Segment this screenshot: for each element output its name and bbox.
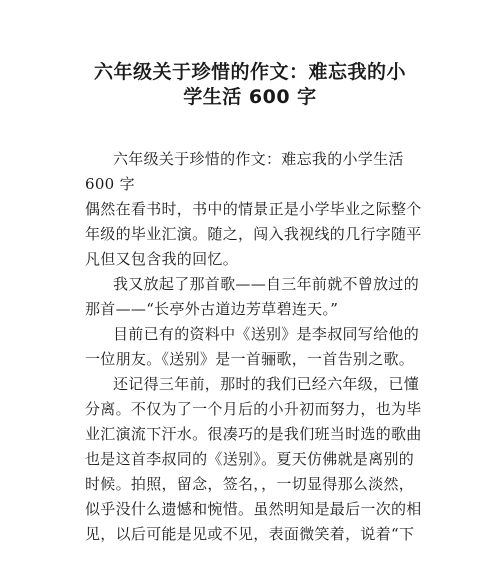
body-line: 我又放起了那首歌——自三年前就不曾放过的 <box>113 275 420 293</box>
title-line: 六年级关于珍惜的作文：难忘我的小 <box>93 61 406 83</box>
body-line: 分离。不仅为了一个月后的小升初而努力，也为毕 <box>85 400 422 418</box>
body-line: 还记得三年前，那时的我们已经六年级，已懂 <box>113 375 420 393</box>
document-body <box>85 147 420 547</box>
body-line: 那首——“长亭外古道边芳草碧连天。” <box>85 300 339 318</box>
body-line: 似乎没什么遗憾和惋惜。虽然明知是最后一次的相 <box>85 500 422 518</box>
body-line: 600 字 <box>85 175 135 193</box>
body-line: 凡但又包含我的回忆。 <box>85 250 239 268</box>
body-line: 年级的毕业汇演。随之，闯入我视线的几行字随平 <box>85 225 422 243</box>
body-line: 见，以后可能是见或不见，表面微笑着，说着“下 <box>85 525 415 543</box>
document-title <box>70 58 430 108</box>
title-line: 学生活 600 字 <box>183 86 317 108</box>
body-line: 时候。拍照，留念，签名，，一切显得那么淡然， <box>85 475 415 493</box>
body-line: 目前已有的资料中《送别》是李叔同写给他的 <box>113 325 420 343</box>
body-line: 六年级关于珍惜的作文：难忘我的小学生活 <box>113 150 404 168</box>
body-line: 一位朋友。《送别》是一首骊歌，一首告别之歌。 <box>85 350 415 368</box>
body-line: 也是这首李叔同的《送别》。夏天仿佛就是离别的 <box>85 450 415 468</box>
body-line: 偶然在看书时，书中的情景正是小学毕业之际整个 <box>85 200 422 218</box>
body-line: 业汇演流下汗水。很凑巧的是我们班当时选的歌曲 <box>85 425 422 443</box>
